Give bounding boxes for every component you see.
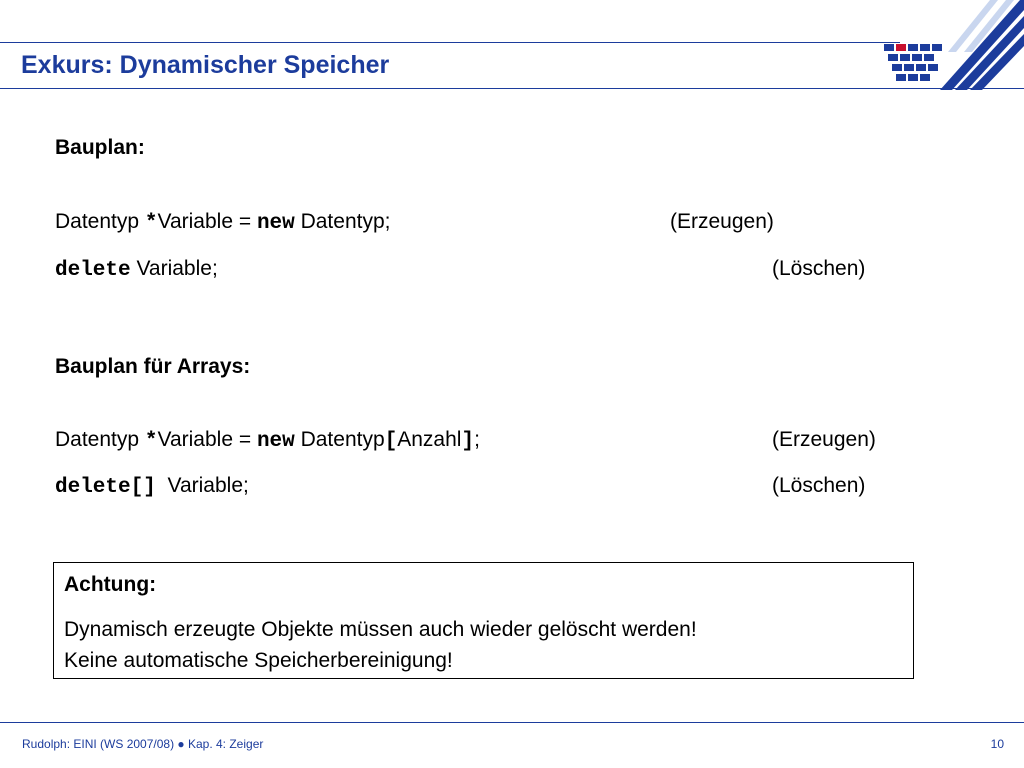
callout-title: Achtung:	[64, 573, 157, 596]
footer-rule	[0, 722, 1024, 723]
code-line-delete	[55, 257, 218, 282]
code-count: Anzahl	[397, 428, 462, 451]
note-array-create: (Erzeugen)	[772, 428, 876, 451]
code-datatype: Datentyp	[294, 428, 385, 451]
section-heading-arrays: Bauplan für Arrays:	[55, 355, 251, 378]
code-line-create	[55, 210, 390, 235]
code-line-array-create	[55, 428, 480, 453]
warning-callout	[53, 562, 914, 679]
code-keyword-delete: delete	[55, 259, 131, 282]
code-keyword-new: new	[256, 212, 295, 235]
callout-line-2: Keine automatische Speicherbereinigung!	[64, 649, 453, 672]
code-variable-assign: Variable =	[157, 210, 257, 233]
note-create: (Erzeugen)	[670, 210, 774, 233]
header-rule	[0, 88, 1024, 89]
code-type: Datentyp	[55, 428, 140, 451]
section-heading-bauplan: Bauplan:	[55, 136, 145, 159]
code-pointer-star: *	[144, 430, 158, 453]
callout-line-1: Dynamisch erzeugte Objekte müssen auch wieder gelöscht werden!	[64, 618, 697, 641]
code-datatype: Datentyp;	[294, 210, 391, 233]
top-rule	[0, 42, 900, 43]
page-number: 10	[990, 737, 1004, 751]
code-line-array-delete	[55, 474, 249, 499]
code-variable: Variable;	[130, 257, 218, 280]
slide-title: Exkurs: Dynamischer Speicher	[21, 51, 390, 79]
footer-text: Rudolph: EINI (WS 2007/08) ● Kap. 4: Zeiger	[22, 737, 264, 751]
code-bracket-open: [	[384, 430, 398, 453]
code-keyword-delete-array: delete[]	[55, 476, 156, 499]
university-logo-icon	[880, 0, 1024, 90]
code-variable-assign: Variable =	[157, 428, 257, 451]
note-array-delete: (Löschen)	[772, 474, 866, 497]
code-type: Datentyp	[55, 210, 140, 233]
code-variable: Variable;	[161, 474, 249, 497]
code-semicolon: ;	[474, 428, 480, 451]
code-bracket-close: ]	[461, 430, 475, 453]
note-delete: (Löschen)	[772, 257, 866, 280]
code-pointer-star: *	[144, 212, 158, 235]
code-keyword-new: new	[256, 430, 295, 453]
